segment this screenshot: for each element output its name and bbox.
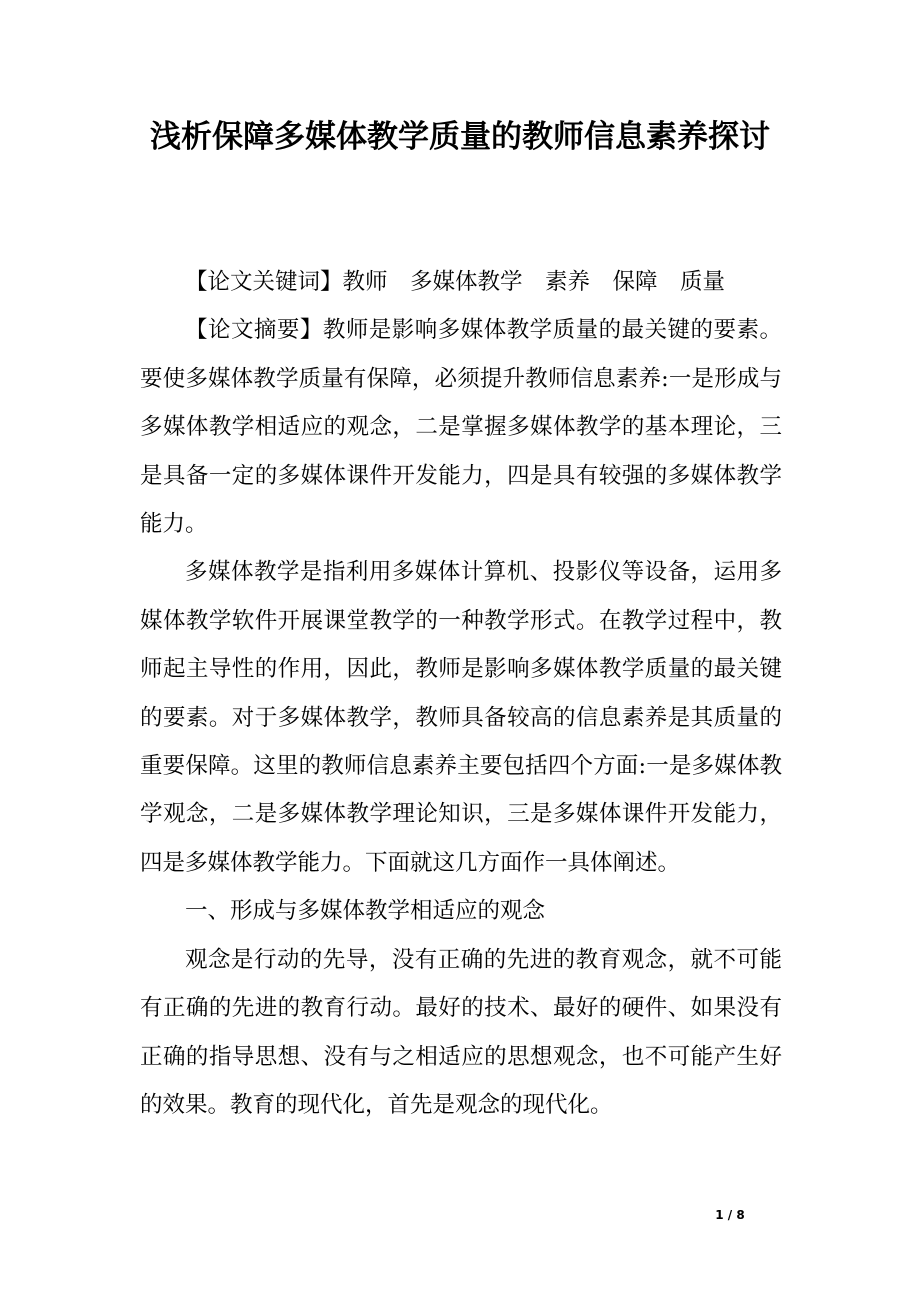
body-paragraph: 多媒体教学是指利用多媒体计算机、投影仪等设备，运用多媒体教学软件开展课堂教学的一种教学形式。在教学过程中，教师起主导性的作用，因此，教师是影响多媒体教学质量的最关键的要素。对于多媒体教学，教师具备较高的信息素养是其质量的重要保障。这里的教师信息素养主要包括四个方面:一是多媒体教学观念，二是多媒体教学理论知识，三是多媒体课件开发能力，四是多媒体教学能力。下面就这几方面作一具体阐述。 <box>140 559 782 876</box>
abstract-text: 教师是影响多媒体教学质量的最关键的要素。要使多媒体教学质量有保障，必须提升教师信息素养:一是形成与多媒体教学相适应的观念，二是掌握多媒体教学的基本理论，三是具备一定的多媒体课件开发能力，四是具有较强的多媒体教学能力。 <box>140 317 782 538</box>
abstract-label: 【论文摘要】 <box>185 317 323 344</box>
document-title: 浅析保障多媒体教学质量的教师信息素养探讨 <box>150 119 770 155</box>
body-paragraph: 观念是行动的先导，没有正确的先进的教育观念，就不可能有正确的先进的教育行动。最好的技术、最好的硬件、如果没有正确的指导思想、没有与之相适应的思想观念，也不可能产生好的效果。教育的现代化，首先是观念的现代化。 <box>140 946 782 1118</box>
keywords-text: 教师 多媒体教学 素养 保障 质量 <box>342 269 726 295</box>
document-body <box>140 258 782 1129</box>
section-heading: 一、形成与多媒体教学相适应的观念 <box>185 898 546 925</box>
page-indicator: 1 / 8 <box>715 1208 745 1222</box>
abstract-paragraph <box>140 306 782 548</box>
keywords-paragraph <box>140 258 782 306</box>
keywords-label: 【论文关键词】 <box>185 269 343 295</box>
